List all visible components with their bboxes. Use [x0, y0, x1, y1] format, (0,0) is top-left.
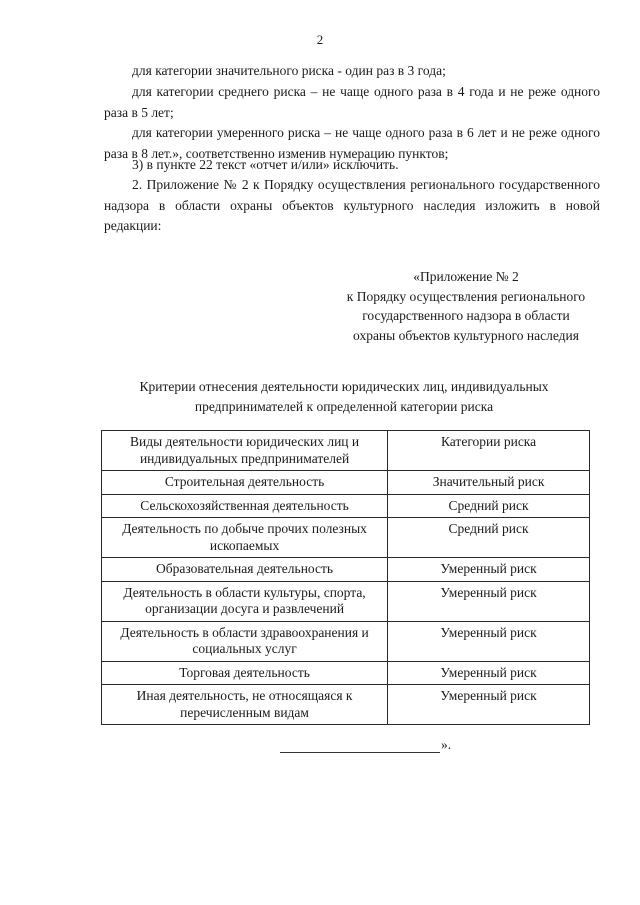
criteria-title-line: Критерии отнесения деятельности юридических лиц, индивидуальных — [139, 379, 549, 394]
category-cell: Средний риск — [388, 518, 590, 558]
intro-line-medium: для категории среднего риска – не чаще одного раза в 4 года и не реже одного раза в 5 лет; — [104, 84, 600, 120]
appendix-line: к Порядку осуществления регионального — [346, 288, 586, 304]
appendix-heading — [318, 267, 614, 345]
criteria-title-line: предпринимателей к определенной категории риска — [194, 398, 494, 414]
risk-category-table — [101, 430, 590, 725]
activity-cell: Сельскохозяйственная деятельность — [102, 494, 388, 518]
category-cell: Средний риск — [388, 494, 590, 518]
closing-quote-mark: ». — [441, 737, 452, 752]
activity-cell: Строительная деятельность — [102, 471, 388, 495]
intro-line-point-22: 3) в пункте 22 текст «отчет и/или» исключить. — [132, 157, 399, 172]
activity-cell: Деятельность в области здравоохранения и социальных услуг — [102, 621, 388, 661]
activity-cell: Иная деятельность, не относящаяся к перечисленным видам — [102, 685, 388, 725]
appendix-line: охраны объектов культурного наследия — [353, 327, 579, 343]
category-cell: Умеренный риск — [388, 621, 590, 661]
table-row — [102, 581, 590, 621]
category-cell: Умеренный риск — [388, 661, 590, 685]
table-row — [102, 685, 590, 725]
intro-line-moderate: для категории умеренного риска – не чаще одного раза в 6 лет и не реже одного раза в 8 лет.», соответственно изменив нумерацию пунктов; — [104, 125, 600, 161]
activity-cell: Деятельность в области культуры, спорта, организации досуга и развлечений — [102, 581, 388, 621]
closing-rule — [280, 740, 440, 753]
intro-line-significant: для категории значительного риска - один раз в 3 года; — [132, 63, 446, 78]
table-row — [102, 558, 590, 582]
table-row — [102, 661, 590, 685]
header-activity: Виды деятельности юридических лиц и индивидуальных предпринимателей — [102, 431, 388, 471]
category-cell: Значительный риск — [388, 471, 590, 495]
category-cell: Умеренный риск — [388, 685, 590, 725]
table-row — [102, 494, 590, 518]
appendix-line: государственного надзора в области — [362, 308, 570, 323]
activity-cell: Деятельность по добыче прочих полезных ископаемых — [102, 518, 388, 558]
table-row — [102, 518, 590, 558]
activity-cell: Образовательная деятельность — [102, 558, 388, 582]
header-category: Категории риска — [388, 431, 590, 471]
category-cell: Умеренный риск — [388, 558, 590, 582]
criteria-title — [96, 377, 592, 416]
appendix-line: «Приложение № 2 — [413, 269, 519, 284]
table-row — [102, 621, 590, 661]
table-header-row — [102, 431, 590, 471]
closing-line — [280, 737, 451, 753]
table-row — [102, 471, 590, 495]
activity-cell: Торговая деятельность — [102, 661, 388, 685]
intro-line-appendix-2: 2. Приложение № 2 к Порядку осуществления регионального государственного надзора в области охраны объектов культурного наследия изложить в новой редакции: — [104, 177, 600, 233]
category-cell: Умеренный риск — [388, 581, 590, 621]
page-number: 2 — [316, 32, 324, 47]
